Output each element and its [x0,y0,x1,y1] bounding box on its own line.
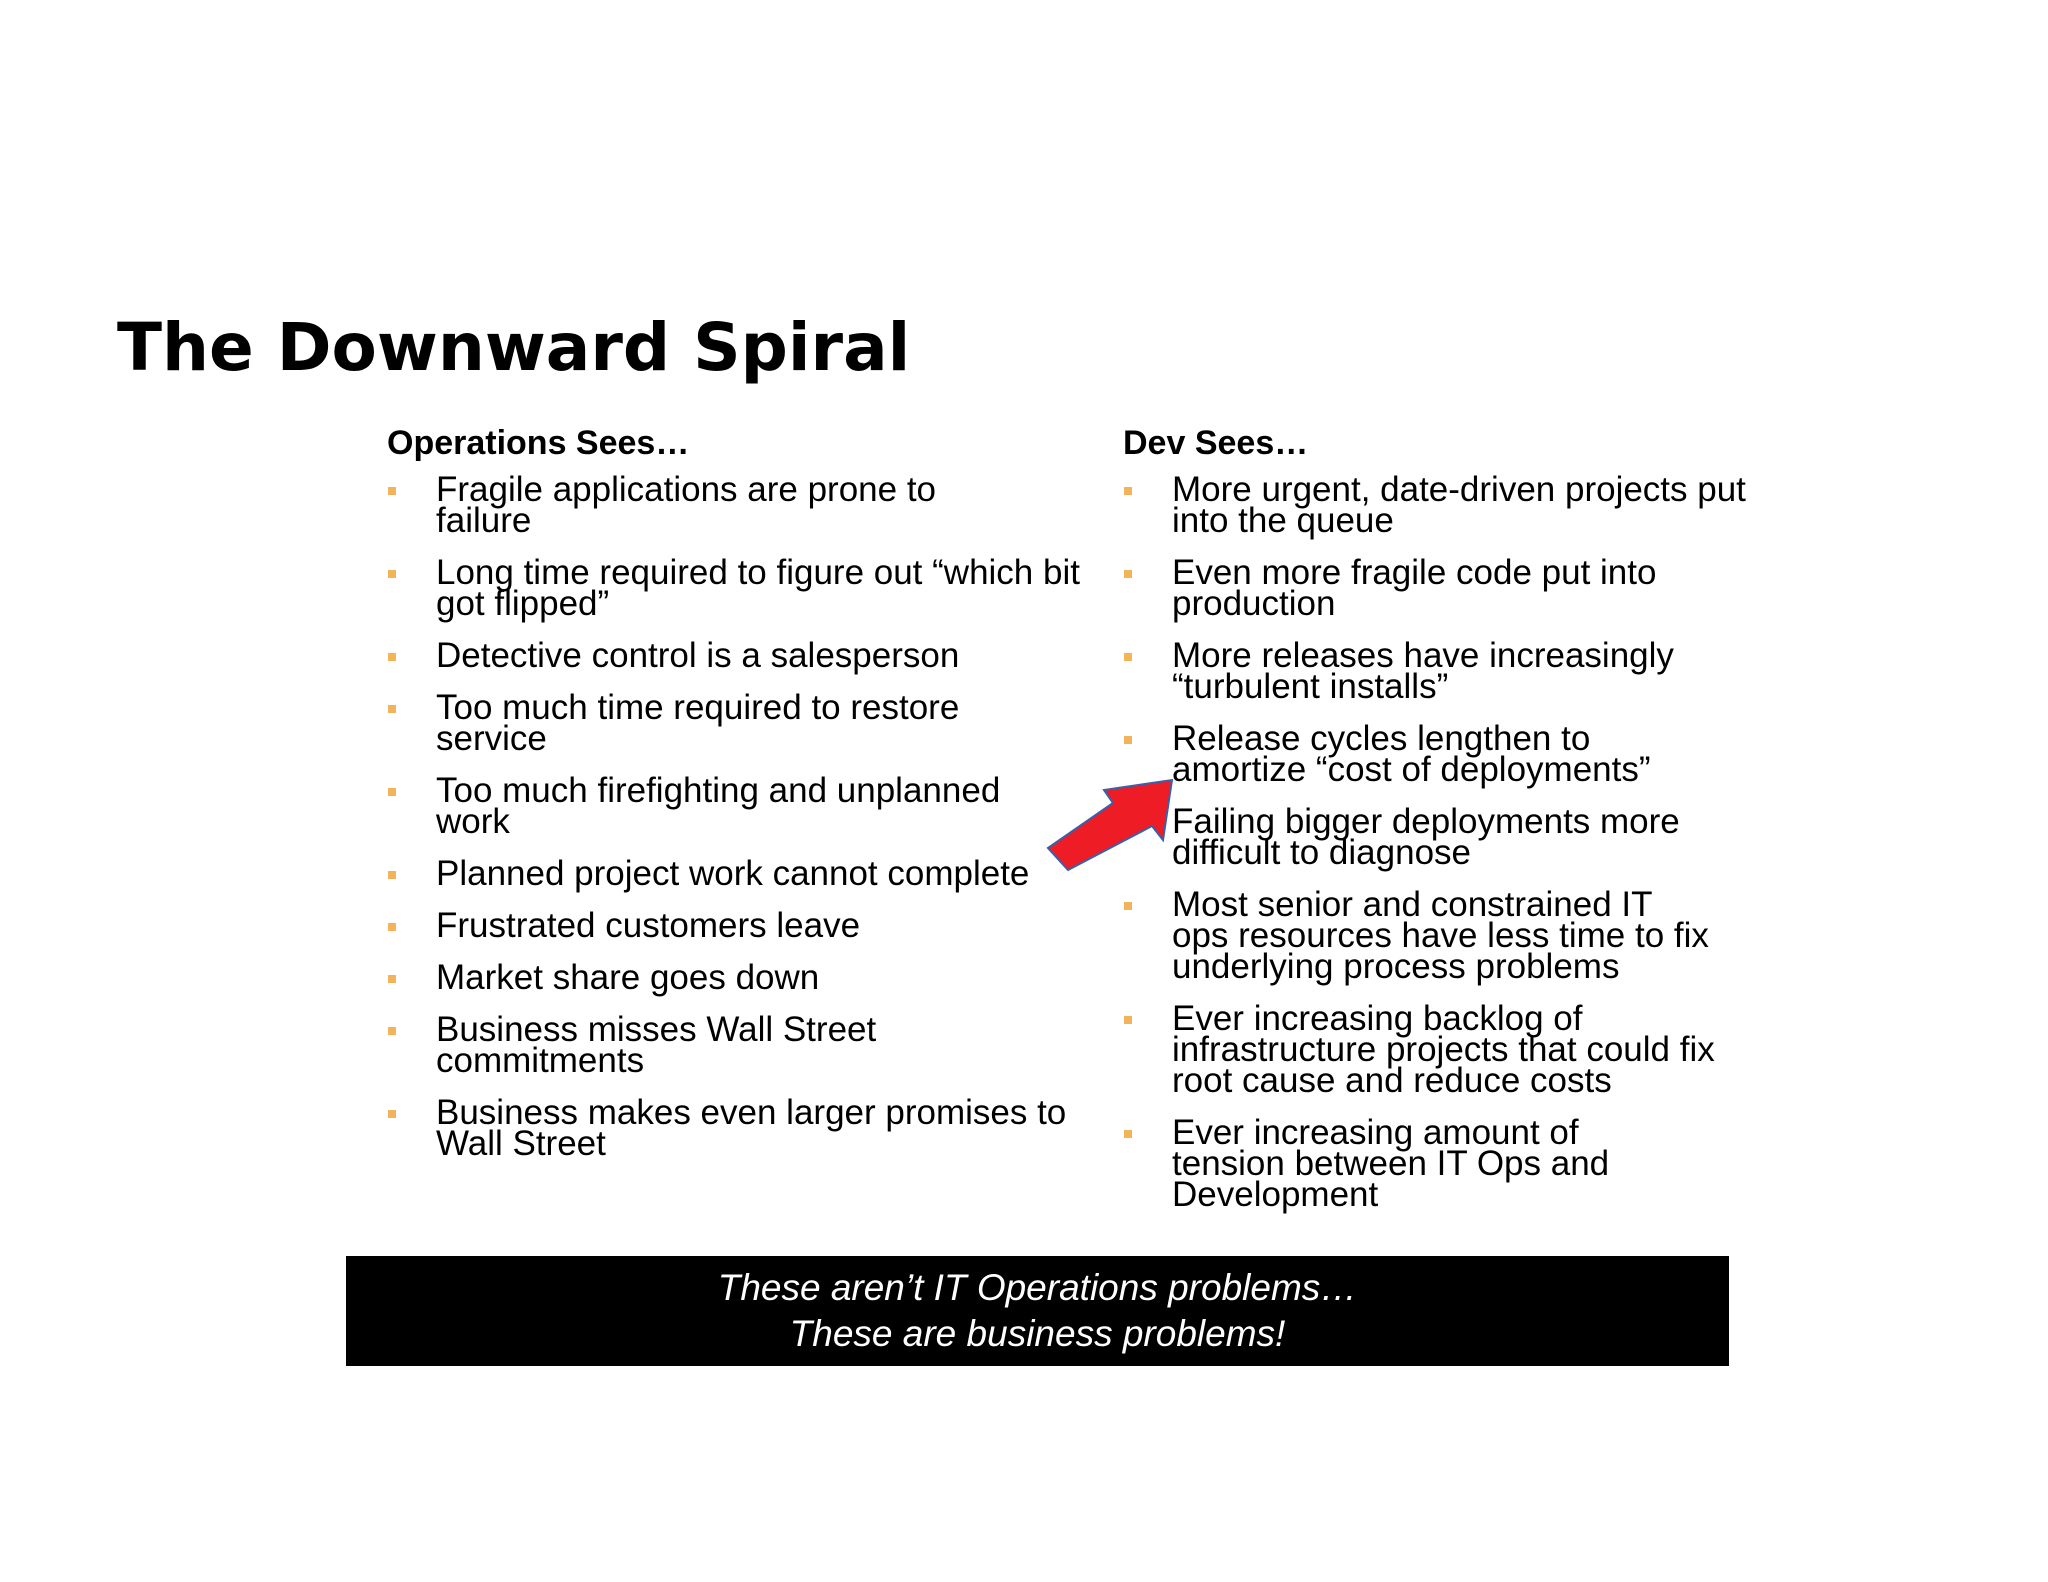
list-item-text: Even more fragile code put into production [1172,553,1657,623]
banner-line-1: These aren’t IT Operations problems… [717,1267,1358,1308]
list-item-text: Too much firefighting and unplanned work [436,771,1001,841]
operations-heading: Operations Sees… [387,424,690,462]
list-item [387,854,1136,893]
operations-list [387,470,1087,1163]
square-bullet-icon [388,487,396,495]
list-item [1123,719,1712,789]
list-item-text: Frustrated customers leave [436,906,861,945]
list-item [387,906,1116,945]
list-item [387,958,1116,997]
square-bullet-icon [1124,902,1132,910]
conclusion-banner [346,1256,1729,1366]
slide-title: The Downward Spiral [117,309,911,386]
square-bullet-icon [388,1027,396,1035]
square-bullet-icon [1124,1130,1132,1138]
list-item [1123,470,1752,540]
list-item-text: Failing bigger deployments more difficult to diagnose [1172,802,1680,872]
square-bullet-icon [388,871,396,879]
list-item-text: Ever increasing amount of tension between IT Ops and Development [1172,1113,1610,1214]
list-item [1123,1113,1672,1214]
list-item [387,636,1116,675]
list-item [387,771,1056,841]
list-item-text: Most senior and constrained IT ops resources have less time to fix underlying process problems [1172,885,1709,986]
square-bullet-icon [1124,1016,1132,1024]
list-item-text: Market share goes down [436,958,820,997]
square-bullet-icon [388,1110,396,1118]
list-item-text: Detective control is a salesperson [436,636,960,675]
dev-list [1123,470,1746,1214]
list-item-text: Business misses Wall Street commitments [436,1010,877,1080]
square-bullet-icon [1124,653,1132,661]
list-item [1123,636,1752,706]
list-item-text: Too much time required to restore service [436,688,960,758]
list-item-text: More releases have increasingly “turbulent installs” [1172,636,1674,706]
list-item [387,688,1016,758]
list-item [387,1093,1096,1163]
list-item-text: More urgent, date-driven projects put into the queue [1172,470,1746,540]
square-bullet-icon [388,788,396,796]
square-bullet-icon [388,975,396,983]
banner-line-2: These are business problems! [789,1313,1286,1354]
dev-heading: Dev Sees… [1123,424,1309,462]
list-item-text: Planned project work cannot complete [436,854,1030,893]
list-item [387,553,1096,623]
red-arrow-icon [1040,768,1180,878]
list-item-text: Business makes even larger promises to Wall Street [436,1093,1067,1163]
square-bullet-icon [388,923,396,931]
operations-column [387,418,1087,1180]
list-item [1123,999,1732,1100]
list-item [387,470,996,540]
square-bullet-icon [1124,570,1132,578]
list-item-text: Release cycles lengthen to amortize “cost of deployments” [1172,719,1651,789]
list-item-text: Long time required to figure out “which bit got flipped” [436,553,1080,623]
list-item [1123,553,1732,623]
dev-column [1123,418,1746,1231]
list-item-text: Fragile applications are prone to failure [436,470,937,540]
list-item [387,1010,996,1080]
list-item [1123,802,1732,872]
list-item-text: Ever increasing backlog of infrastructure projects that could fix root cause and reduce costs [1172,999,1715,1100]
square-bullet-icon [388,570,396,578]
list-item [1123,885,1717,986]
square-bullet-icon [1124,487,1132,495]
square-bullet-icon [388,705,396,713]
square-bullet-icon [1124,736,1132,744]
square-bullet-icon [388,653,396,661]
